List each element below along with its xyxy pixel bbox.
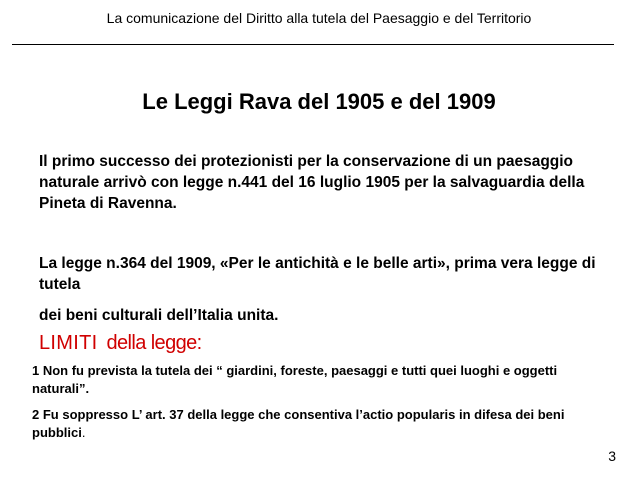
limits-heading <box>39 330 202 356</box>
paragraph-2: La legge n.364 del 1909, «Per le antichità e le belle arti», prima vera legge di tutela <box>39 255 596 293</box>
limit-item-2-trail: . <box>81 425 86 440</box>
paragraph-1: Il primo successo dei protezionisti per la conservazione di un paesaggio naturale arrivò con legge n.441 del 16 luglio 1905 per la salvaguardia della Pineta di Ravenna. <box>39 153 585 212</box>
limit-item-2-text: 2 Fu soppresso L’ art. 37 della legge che consentiva l’actio popularis in difesa dei beni pubblici <box>32 407 565 440</box>
header-title: La comunicazione del Diritto alla tutela del Paesaggio e del Territorio <box>106 10 532 26</box>
limit-item-1 <box>32 362 612 398</box>
limit-item-2 <box>32 406 612 442</box>
header-divider <box>12 44 614 45</box>
paragraph-3: dei beni culturali dell’Italia unita. <box>39 307 279 324</box>
slide-title: Le Leggi Rava del 1905 e del 1909 <box>142 89 496 114</box>
limit-item-1-text: 1 Non fu prevista la tutela dei “ giardini, foreste, paesaggi e tutti quei luoghi e oggetti naturali”. <box>32 363 558 396</box>
page-number: 3 <box>608 448 616 464</box>
limits-heading-first: LIMITI <box>39 332 98 354</box>
limits-heading-rest: della legge: <box>106 332 202 354</box>
